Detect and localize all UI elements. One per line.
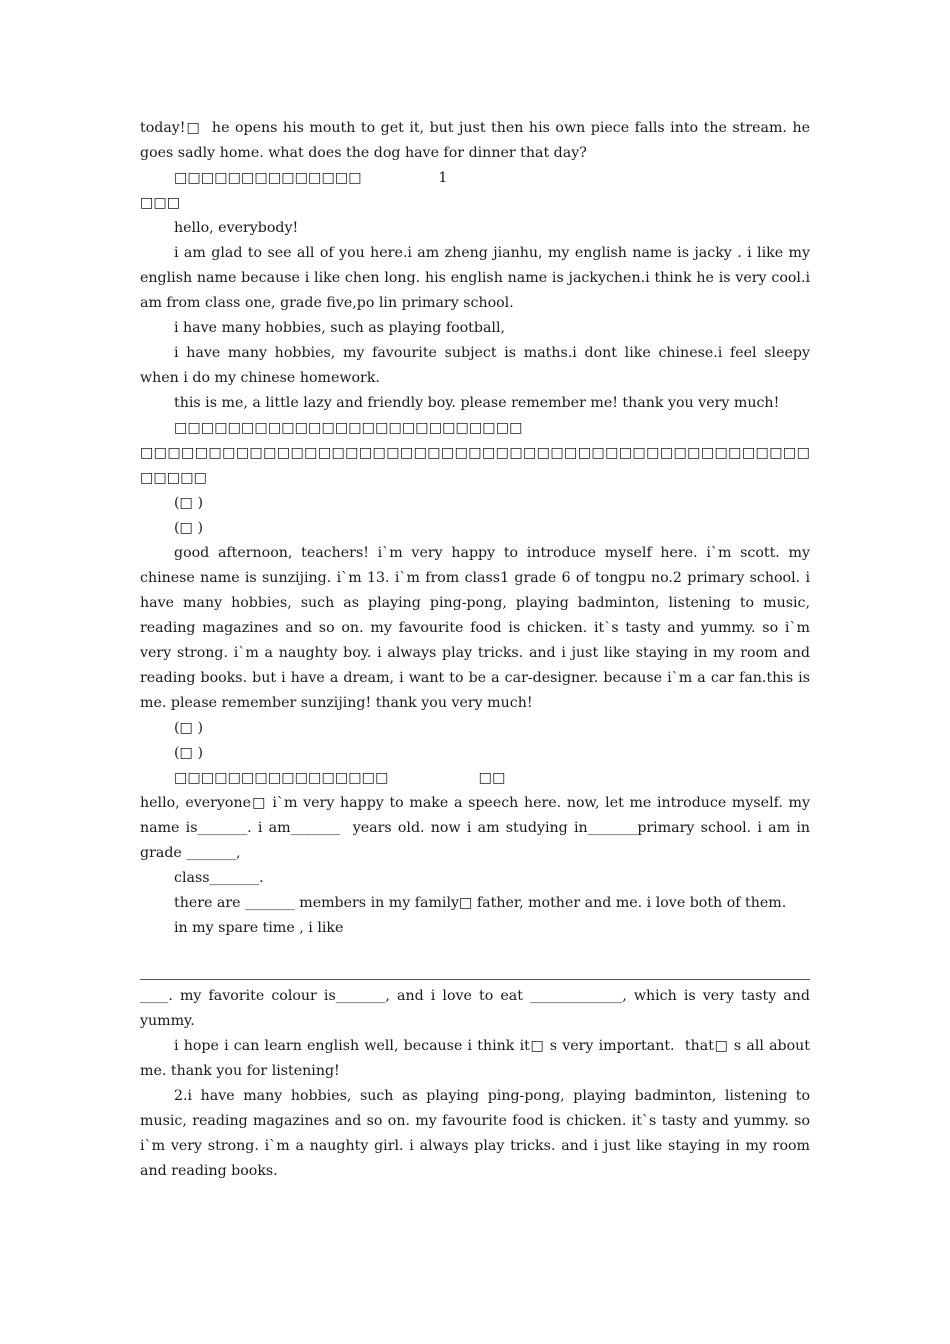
paragraph: □□□□□□□□□□□□□□□□ □□ [174, 770, 506, 786]
paragraph: □□□□□□□□□□□□□□□□□□□□□□□□□□ [174, 420, 523, 436]
paragraph: hello, everybody! [174, 220, 299, 236]
paragraph: □□□□□□□□□□□□□□□□□□□□□□□□□□□□□□□□□□□□□□□□□□□□□□□□□□□□□□ [140, 445, 810, 486]
paragraph: this is me, a little lazy and friendly boy. please remember me! thank you very much! [174, 395, 780, 411]
paragraph: (□ ) [174, 745, 203, 761]
blank-answer-line [140, 941, 810, 984]
paragraph: i have many hobbies, such as playing football, [174, 320, 505, 336]
paragraph: 2.i have many hobbies, such as playing ping-pong, playing badminton, listening to music, reading magazines and so on. my favourite food is chicken. it`s tasty and yummy. so i`m very strong. i`m a naughty girl. i always play tricks. and i just like staying in my room and reading books. [140, 1088, 815, 1179]
paragraph: (□ ) [174, 720, 203, 736]
paragraph: □□□ [140, 195, 181, 211]
paragraph: today!□ he opens his mouth to get it, but just then his own piece falls into the stream. he goes sadly home. what does the dog have for dinner that day? [140, 120, 815, 161]
paragraph: there are _______ members in my family□ father, mother and me. i love both of them. [174, 895, 787, 911]
paragraph: good afternoon, teachers! i`m very happy to introduce myself here. i`m scott. my chinese name is sunzijing. i`m 13. i`m from class1 grade 6 of tongpu no.2 primary school. i have many hobbies, such as playing ping-pong, playing badminton, listening to music, reading magazines and so on. my favourite food is chicken. it`s tasty and yummy. so i`m very strong. i`m a naughty boy. i always play tricks. and i just like staying in my room and reading books. but i have a dream, i want to be a car-designer. because i`m a car fan.this is me. please remember sunzijing! thank you very much! [140, 545, 815, 711]
paragraph: □□□□□□□□□□□□□□ 1 [174, 170, 448, 186]
paragraph: i hope i can learn english well, because i think it□ s very important. that□ s all about me. thank you for listening! [140, 1038, 815, 1079]
document-body-upper [140, 116, 815, 941]
paragraph: in my spare time , i like [174, 920, 344, 936]
document-body-lower [140, 984, 815, 1184]
paragraph: (□ ) [174, 495, 203, 511]
paragraph: i am glad to see all of you here.i am zheng jianhu, my english name is jacky . i like my english name because i like chen long. his english name is jackychen.i think he is very cool.i am from class one, grade five,po lin primary school. [140, 245, 815, 311]
paragraph: hello, everyone□ i`m very happy to make a speech here. now, let me introduce myself. my name is_______. i am_______ years old. now i am studying in_______primary school. i am in grade _______, [140, 795, 815, 861]
horizontal-rule [140, 979, 810, 980]
paragraph: i have many hobbies, my favourite subject is maths.i dont like chinese.i feel sleepy when i do my chinese homework. [140, 345, 815, 386]
paragraph: ____. my favorite colour is_______, and i love to eat _____________, which is very tasty and yummy. [140, 988, 815, 1029]
paragraph: class_______. [174, 870, 264, 886]
document-page [140, 116, 815, 1184]
paragraph: (□ ) [174, 520, 203, 536]
